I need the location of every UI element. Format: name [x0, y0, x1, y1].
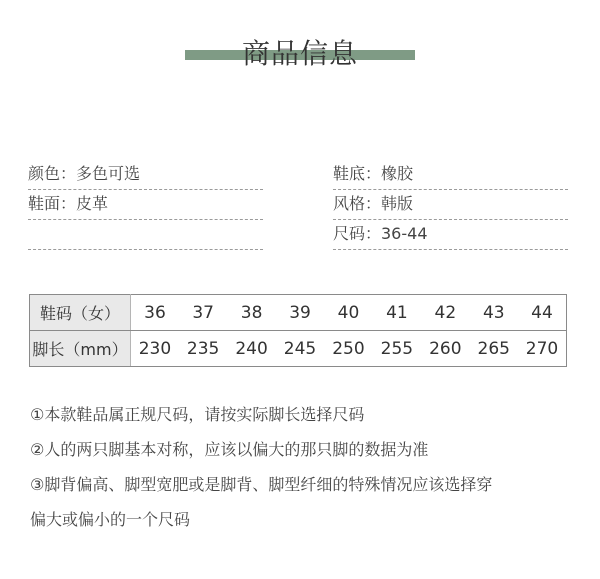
table-cell: 235	[179, 331, 227, 367]
row-header-foot-length: 脚长（mm）	[30, 331, 131, 367]
info-row-empty	[28, 220, 263, 250]
table-cell: 245	[276, 331, 324, 367]
info-row-size-range: 尺码：36-44	[333, 220, 568, 250]
table-cell: 250	[324, 331, 372, 367]
info-row-color: 颜色：多色可选	[28, 160, 263, 190]
table-row-foot-length	[30, 331, 567, 367]
size-notes	[30, 397, 575, 537]
note-item: ②人的两只脚基本对称，应该以偏大的那只脚的数据为准	[30, 440, 429, 459]
row-header-shoe-size: 鞋码（女）	[30, 295, 131, 331]
table-cell: 265	[470, 331, 518, 367]
page-title: 商品信息	[241, 37, 358, 70]
info-row-style: 风格：韩版	[333, 190, 568, 220]
table-row-shoe-size	[30, 295, 567, 331]
table-cell: 240	[227, 331, 275, 367]
table-cell: 270	[518, 331, 567, 367]
section-header	[0, 28, 600, 78]
table-cell: 255	[373, 331, 421, 367]
size-chart-table	[29, 294, 567, 367]
note-item: ③脚背偏高、脚型宽肥或是脚背、脚型纤细的特殊情况应该选择穿	[30, 475, 493, 494]
table-cell: 38	[227, 295, 275, 331]
table-cell: 42	[421, 295, 469, 331]
note-item: ①本款鞋品属正规尺码，请按实际脚长选择尺码	[30, 405, 365, 424]
info-column-right	[333, 160, 568, 250]
table-cell: 36	[131, 295, 179, 331]
table-cell: 44	[518, 295, 567, 331]
table-cell: 41	[373, 295, 421, 331]
table-cell: 40	[324, 295, 372, 331]
table-cell: 43	[470, 295, 518, 331]
table-cell: 37	[179, 295, 227, 331]
table-cell: 260	[421, 331, 469, 367]
info-row-sole: 鞋底：橡胶	[333, 160, 568, 190]
table-cell: 230	[131, 331, 179, 367]
info-row-upper: 鞋面：皮革	[28, 190, 263, 220]
table-cell: 39	[276, 295, 324, 331]
note-item: 偏大或偏小的一个尺码	[30, 510, 191, 529]
info-column-left	[28, 160, 263, 250]
